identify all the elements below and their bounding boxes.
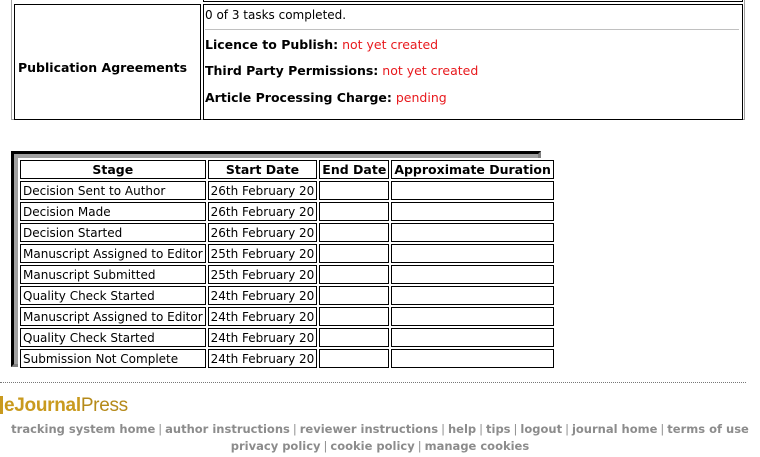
stage-cell: Manuscript Assigned to Editor	[20, 307, 206, 326]
table-row	[20, 307, 554, 326]
link-separator: |	[441, 422, 445, 436]
footer-links-line-2	[0, 438, 760, 455]
ejournalpress-logo[interactable]	[0, 395, 128, 417]
stage-cell: Decision Made	[20, 202, 206, 221]
logo-text-e: e	[4, 395, 15, 416]
link-separator: |	[417, 439, 422, 453]
column-header-approximate-duration: Approximate Duration	[391, 160, 554, 179]
end-date-cell	[319, 307, 389, 326]
duration-cell	[391, 244, 554, 263]
link-separator: |	[292, 422, 297, 436]
agreement-status: not yet created	[342, 37, 439, 52]
column-header-stage: Stage	[20, 160, 206, 179]
third-party-permissions-item	[205, 63, 478, 78]
column-header-end-date: End Date	[319, 160, 389, 179]
end-date-cell	[319, 286, 389, 305]
end-date-cell	[319, 181, 389, 200]
start-date-cell: 24th February 20	[208, 307, 318, 326]
table-row	[20, 202, 554, 221]
table-header-row	[20, 160, 554, 179]
agreement-name: Article Processing Charge:	[205, 90, 392, 105]
end-date-cell	[319, 223, 389, 242]
start-date-cell: 26th February 20	[208, 181, 318, 200]
stage-cell: Manuscript Assigned to Editor	[20, 244, 206, 263]
logo-text-journal: Journal	[14, 395, 81, 416]
table-row	[20, 265, 554, 284]
stage-history-table	[18, 158, 556, 370]
agreement-status: pending	[395, 90, 447, 105]
footer-link-logout[interactable]: logout	[520, 422, 563, 436]
stage-history-frame	[11, 151, 551, 367]
stage-cell: Quality Check Started	[20, 286, 206, 305]
logo-text-press: Press	[80, 395, 128, 416]
footer-link-reviewer-instructions[interactable]: reviewer instructions	[299, 422, 439, 436]
footer-divider	[0, 382, 746, 383]
duration-cell	[391, 328, 554, 347]
end-date-cell	[319, 349, 389, 368]
duration-cell	[391, 202, 554, 221]
column-header-start-date: Start Date	[208, 160, 318, 179]
link-separator: |	[479, 422, 483, 436]
footer-link-cookie-policy[interactable]: cookie policy	[330, 439, 415, 453]
footer-link-journal-home[interactable]: journal home	[571, 422, 658, 436]
duration-cell	[391, 181, 554, 200]
stage-cell: Decision Sent to Author	[20, 181, 206, 200]
logo-mark-icon	[0, 396, 3, 414]
licence-to-publish-item	[205, 37, 438, 52]
publication-agreements-label-cell	[14, 4, 201, 120]
start-date-cell: 24th February 20	[208, 286, 318, 305]
agreement-status: not yet created	[382, 63, 479, 78]
table-row	[20, 286, 554, 305]
stage-cell: Quality Check Started	[20, 328, 206, 347]
stage-cell: Decision Started	[20, 223, 206, 242]
publication-agreements-label: Publication Agreements	[18, 60, 188, 75]
footer-link-tracking-system-home[interactable]: tracking system home	[11, 422, 156, 436]
link-separator: |	[323, 439, 328, 453]
summary-divider	[205, 29, 739, 30]
agreement-name: Licence to Publish:	[205, 37, 339, 52]
link-separator: |	[513, 422, 518, 436]
stage-cell: Manuscript Submitted	[20, 265, 206, 284]
start-date-cell: 26th February 20	[208, 223, 318, 242]
start-date-cell: 24th February 20	[208, 328, 318, 347]
duration-cell	[391, 349, 554, 368]
duration-cell	[391, 265, 554, 284]
footer-link-manage-cookies[interactable]: manage cookies	[424, 439, 530, 453]
stage-cell: Submission Not Complete	[20, 349, 206, 368]
footer-link-privacy-policy[interactable]: privacy policy	[230, 439, 321, 453]
article-processing-charge-item	[205, 90, 447, 105]
start-date-cell: 25th February 20	[208, 244, 318, 263]
footer-links	[0, 421, 760, 455]
table-row	[20, 223, 554, 242]
duration-cell	[391, 223, 554, 242]
end-date-cell	[319, 244, 389, 263]
end-date-cell	[319, 328, 389, 347]
duration-cell	[391, 286, 554, 305]
footer-links-line-1	[0, 421, 760, 438]
link-separator: |	[158, 422, 163, 436]
table-row	[20, 349, 554, 368]
footer-link-tips[interactable]: tips	[486, 422, 511, 436]
start-date-cell: 26th February 20	[208, 202, 318, 221]
publication-agreements-content-cell	[203, 4, 743, 120]
table-row	[20, 181, 554, 200]
end-date-cell	[319, 202, 389, 221]
tasks-summary: 0 of 3 tasks completed.	[205, 8, 347, 22]
agreement-name: Third Party Permissions:	[205, 63, 379, 78]
footer-link-author-instructions[interactable]: author instructions	[165, 422, 290, 436]
end-date-cell	[319, 265, 389, 284]
link-separator: |	[660, 422, 665, 436]
table-row	[20, 328, 554, 347]
footer-link-help[interactable]: help	[447, 422, 477, 436]
table-row	[20, 244, 554, 263]
start-date-cell: 24th February 20	[208, 349, 318, 368]
start-date-cell: 25th February 20	[208, 265, 318, 284]
footer-link-terms-of-use[interactable]: terms of use	[667, 422, 749, 436]
previous-row-fragment	[203, 0, 743, 2]
link-separator: |	[565, 422, 569, 436]
duration-cell	[391, 307, 554, 326]
